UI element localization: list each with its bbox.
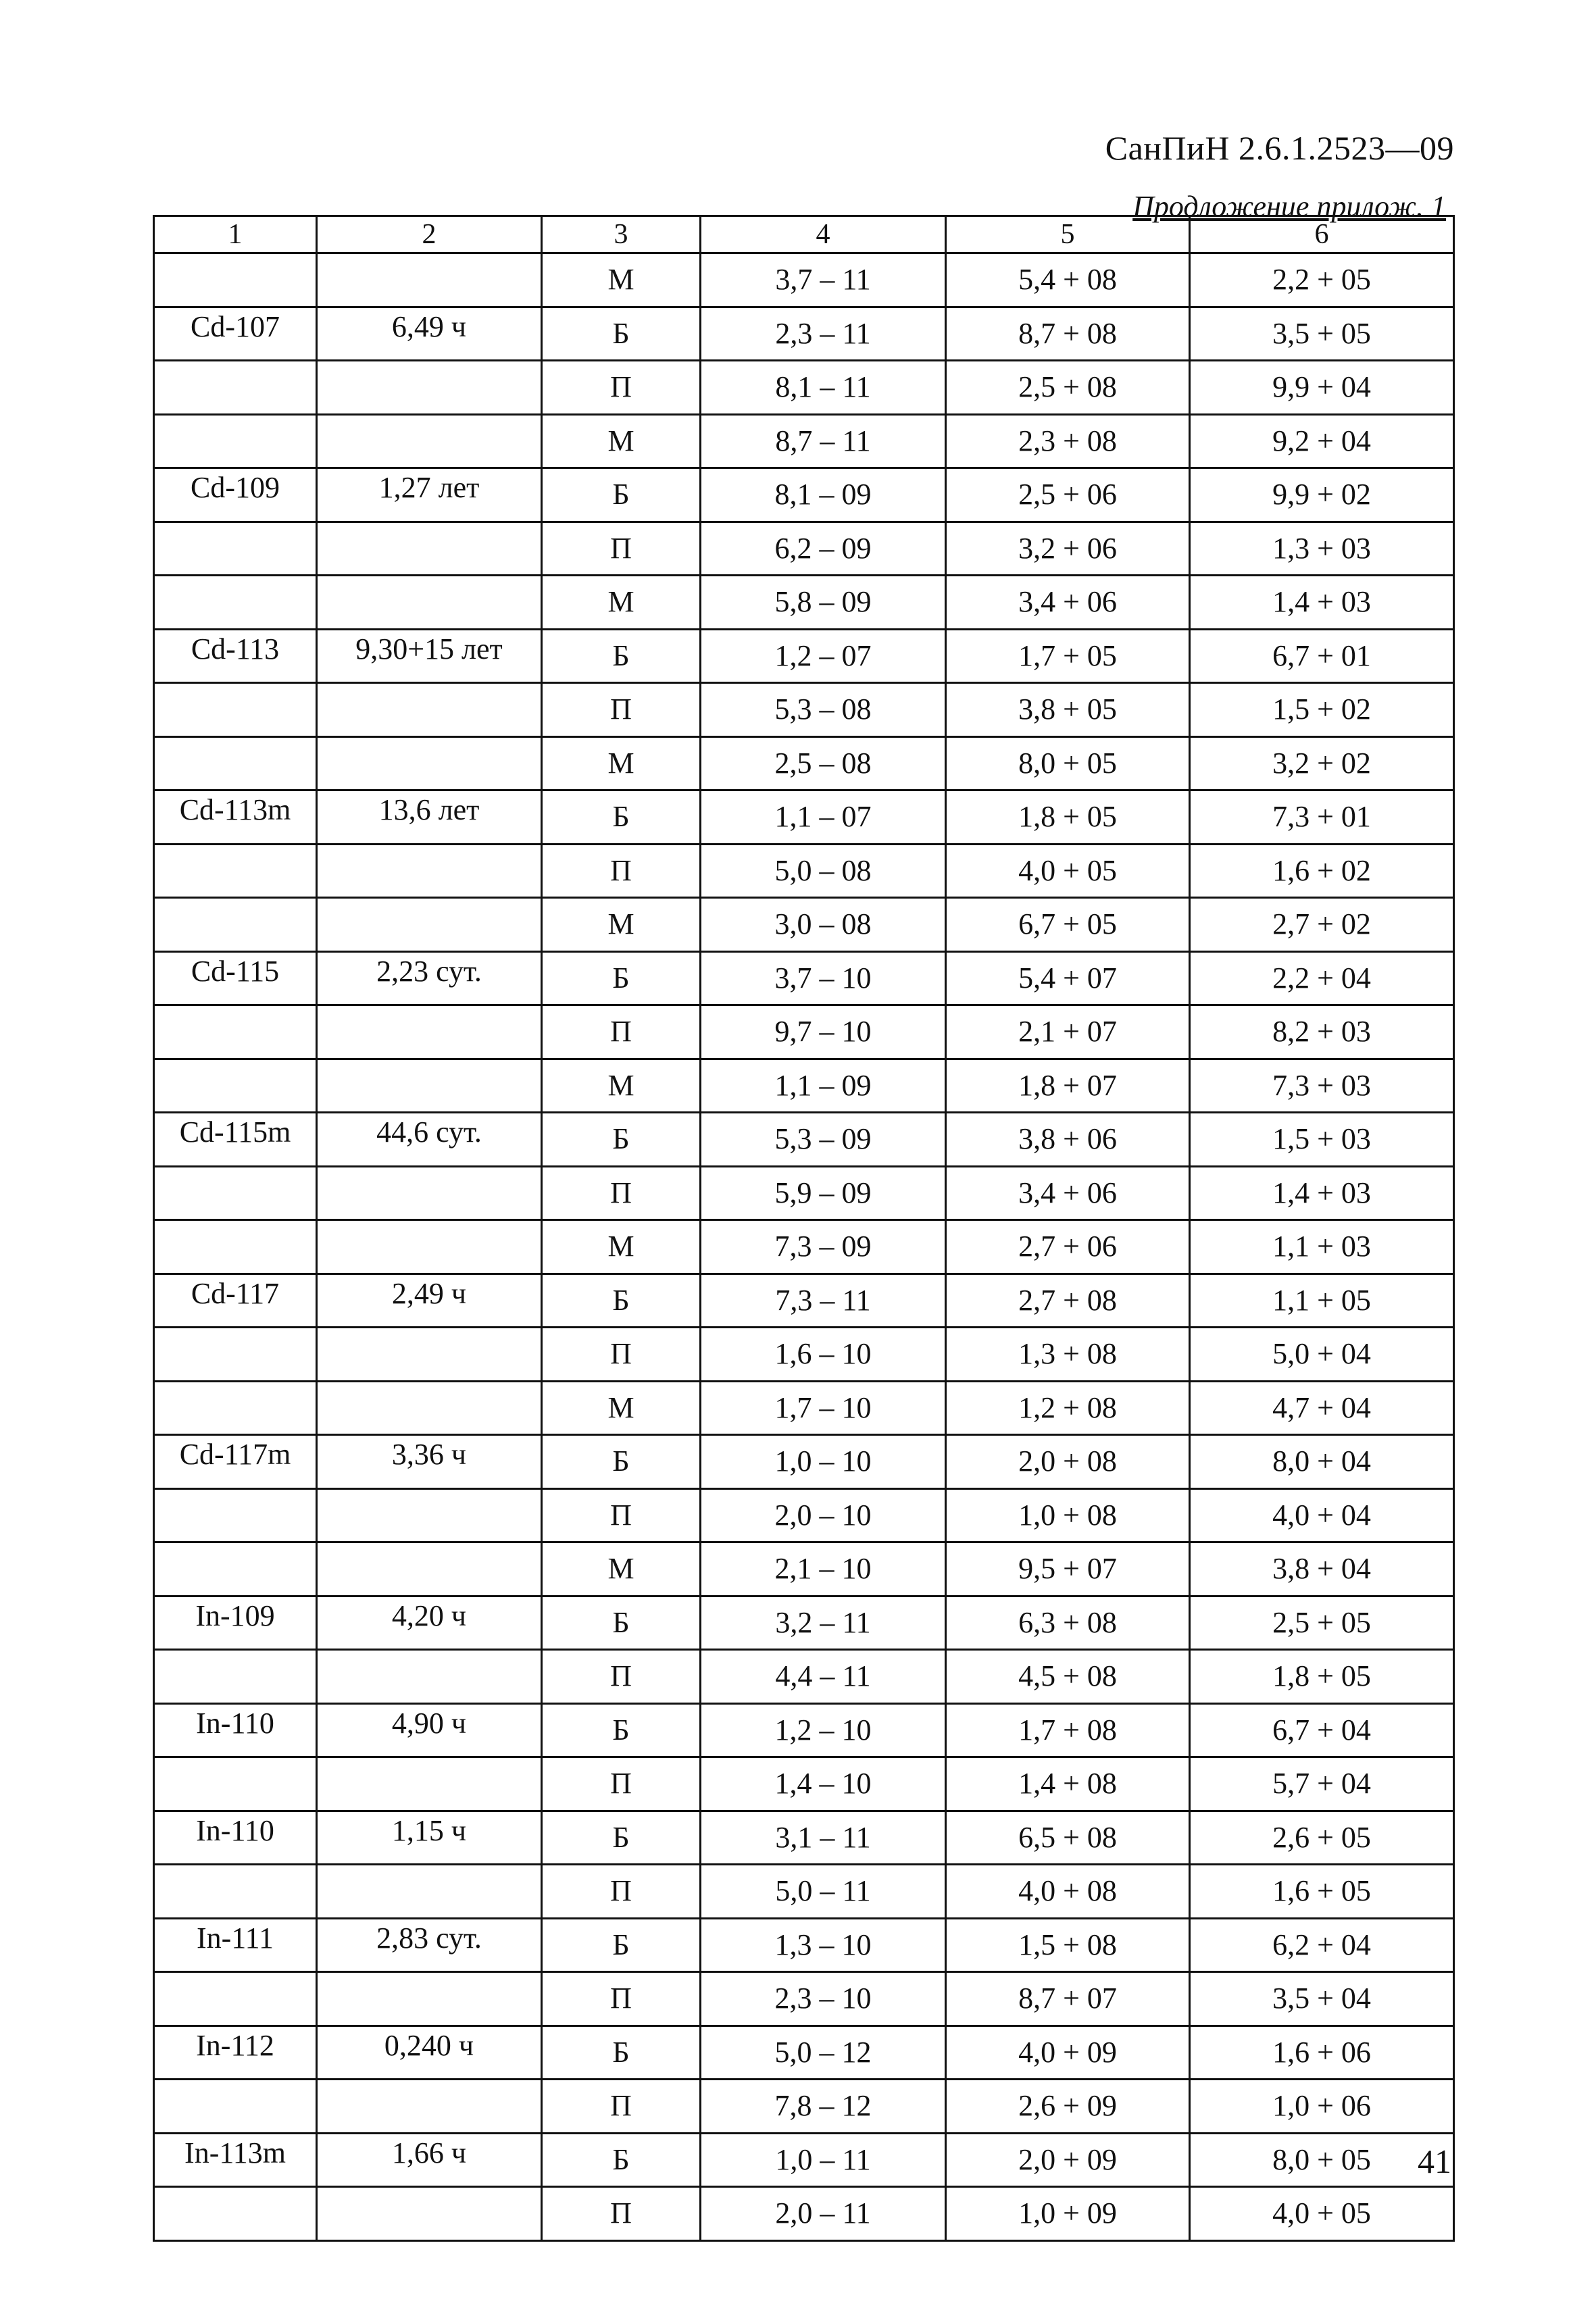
half-life-cell <box>317 253 542 307</box>
table-row <box>154 1811 1454 1865</box>
half-life-cell: 2,23 сут. <box>317 951 542 1005</box>
value-cell-6: 7,3 + 01 <box>1190 790 1454 845</box>
half-life-cell <box>317 736 542 790</box>
half-life-cell: 4,90 ч <box>317 1703 542 1757</box>
class-cell: Б <box>542 2026 701 2080</box>
value-cell-6: 1,6 + 02 <box>1190 844 1454 898</box>
nuclide-cell <box>154 683 317 737</box>
table-row <box>154 1757 1454 1811</box>
value-cell-6: 6,7 + 01 <box>1190 629 1454 683</box>
value-cell-6: 1,6 + 05 <box>1190 1865 1454 1919</box>
half-life-cell: 2,83 сут. <box>317 1918 542 1972</box>
class-cell: П <box>542 522 701 576</box>
nuclide-cell <box>154 1865 317 1919</box>
value-cell-5: 4,0 + 08 <box>946 1865 1190 1919</box>
value-cell-5: 1,7 + 08 <box>946 1703 1190 1757</box>
value-cell-4: 5,9 – 09 <box>701 1166 946 1220</box>
value-cell-5: 1,2 + 08 <box>946 1381 1190 1435</box>
value-cell-4: 8,1 – 09 <box>701 468 946 522</box>
half-life-cell: 9,30+15 лет <box>317 629 542 683</box>
value-cell-5: 2,5 + 08 <box>946 361 1190 415</box>
value-cell-6: 3,5 + 04 <box>1190 1972 1454 2026</box>
table-row <box>154 898 1454 952</box>
table-row <box>154 951 1454 1005</box>
nuclide-cell: In-113m <box>154 2133 317 2187</box>
class-cell: М <box>542 1220 701 1274</box>
value-cell-5: 2,5 + 06 <box>946 468 1190 522</box>
value-cell-4: 3,7 – 10 <box>701 951 946 1005</box>
nuclide-cell: Cd-117m <box>154 1435 317 1489</box>
class-cell: Б <box>542 1703 701 1757</box>
class-cell: Б <box>542 2133 701 2187</box>
half-life-cell <box>317 1328 542 1382</box>
value-cell-4: 6,2 – 09 <box>701 522 946 576</box>
class-cell: Б <box>542 1274 701 1328</box>
half-life-cell: 13,6 лет <box>317 790 542 845</box>
value-cell-5: 5,4 + 07 <box>946 951 1190 1005</box>
value-cell-4: 9,7 – 10 <box>701 1005 946 1059</box>
nuclide-cell <box>154 1650 317 1704</box>
table-row <box>154 1542 1454 1596</box>
table-row <box>154 1328 1454 1382</box>
value-cell-5: 1,0 + 08 <box>946 1488 1190 1542</box>
value-cell-6: 1,6 + 06 <box>1190 2026 1454 2080</box>
column-header-4: 4 <box>701 216 946 253</box>
half-life-cell: 1,27 лет <box>317 468 542 522</box>
value-cell-4: 5,3 – 09 <box>701 1113 946 1167</box>
value-cell-5: 4,0 + 09 <box>946 2026 1190 2080</box>
table-row <box>154 629 1454 683</box>
class-cell: Б <box>542 1811 701 1865</box>
value-cell-6: 2,5 + 05 <box>1190 1596 1454 1650</box>
column-header-5: 5 <box>946 216 1190 253</box>
table-header-row <box>154 216 1454 253</box>
table-row <box>154 253 1454 307</box>
half-life-cell <box>317 1166 542 1220</box>
half-life-cell <box>317 1972 542 2026</box>
value-cell-6: 2,6 + 05 <box>1190 1811 1454 1865</box>
table-row <box>154 736 1454 790</box>
class-cell: Б <box>542 468 701 522</box>
half-life-cell <box>317 1650 542 1704</box>
half-life-cell <box>317 2080 542 2134</box>
value-cell-6: 7,3 + 03 <box>1190 1059 1454 1113</box>
page-number: 41 <box>1418 2142 1451 2180</box>
half-life-cell <box>317 414 542 468</box>
class-cell: П <box>542 1488 701 1542</box>
value-cell-6: 3,5 + 05 <box>1190 307 1454 361</box>
class-cell: П <box>542 1865 701 1919</box>
table-row <box>154 2080 1454 2134</box>
value-cell-5: 4,0 + 05 <box>946 844 1190 898</box>
value-cell-5: 8,7 + 07 <box>946 1972 1190 2026</box>
half-life-cell <box>317 1488 542 1542</box>
nuclide-cell: Cd-115m <box>154 1113 317 1167</box>
value-cell-4: 5,3 – 08 <box>701 683 946 737</box>
half-life-cell <box>317 361 542 415</box>
value-cell-6: 5,7 + 04 <box>1190 1757 1454 1811</box>
table-row <box>154 1488 1454 1542</box>
value-cell-4: 1,0 – 10 <box>701 1435 946 1489</box>
class-cell: П <box>542 1757 701 1811</box>
nuclide-cell <box>154 2187 317 2241</box>
value-cell-6: 8,0 + 04 <box>1190 1435 1454 1489</box>
nuclide-cell <box>154 1757 317 1811</box>
nuclide-cell <box>154 736 317 790</box>
continuation-label: Продложение прилож. 1 <box>1132 190 1446 223</box>
class-cell: П <box>542 2080 701 2134</box>
value-cell-4: 2,1 – 10 <box>701 1542 946 1596</box>
nuclide-cell: Cd-115 <box>154 951 317 1005</box>
class-cell: Б <box>542 790 701 845</box>
nuclide-cell <box>154 1220 317 1274</box>
table-row <box>154 1650 1454 1704</box>
value-cell-6: 8,0 + 05 <box>1190 2133 1454 2187</box>
value-cell-5: 2,3 + 08 <box>946 414 1190 468</box>
value-cell-5: 3,2 + 06 <box>946 522 1190 576</box>
nuclide-cell: Cd-109 <box>154 468 317 522</box>
table-row <box>154 1865 1454 1919</box>
value-cell-4: 5,8 – 09 <box>701 576 946 630</box>
class-cell: П <box>542 1328 701 1382</box>
nuclide-cell <box>154 1005 317 1059</box>
value-cell-6: 3,2 + 02 <box>1190 736 1454 790</box>
class-cell: Б <box>542 951 701 1005</box>
half-life-cell: 2,49 ч <box>317 1274 542 1328</box>
value-cell-6: 1,8 + 05 <box>1190 1650 1454 1704</box>
class-cell: П <box>542 1005 701 1059</box>
class-cell: П <box>542 1650 701 1704</box>
table-row <box>154 468 1454 522</box>
table-row <box>154 1274 1454 1328</box>
nuclide-cell <box>154 361 317 415</box>
half-life-cell: 44,6 сут. <box>317 1113 542 1167</box>
table-row <box>154 1113 1454 1167</box>
nuclide-cell: Cd-113m <box>154 790 317 845</box>
class-cell: М <box>542 414 701 468</box>
half-life-cell <box>317 844 542 898</box>
value-cell-5: 4,5 + 08 <box>946 1650 1190 1704</box>
column-header-2: 2 <box>317 216 542 253</box>
table-row <box>154 576 1454 630</box>
class-cell: М <box>542 898 701 952</box>
table-row <box>154 522 1454 576</box>
column-header-1: 1 <box>154 216 317 253</box>
table-row <box>154 1972 1454 2026</box>
half-life-cell: 1,15 ч <box>317 1811 542 1865</box>
class-cell: Б <box>542 1918 701 1972</box>
value-cell-4: 3,7 – 11 <box>701 253 946 307</box>
value-cell-4: 2,3 – 11 <box>701 307 946 361</box>
half-life-cell: 6,49 ч <box>317 307 542 361</box>
value-cell-6: 9,2 + 04 <box>1190 414 1454 468</box>
value-cell-6: 4,7 + 04 <box>1190 1381 1454 1435</box>
class-cell: Б <box>542 307 701 361</box>
half-life-cell: 0,240 ч <box>317 2026 542 2080</box>
nuclide-cell: In-112 <box>154 2026 317 2080</box>
nuclide-cell <box>154 1328 317 1382</box>
value-cell-5: 8,7 + 08 <box>946 307 1190 361</box>
value-cell-4: 7,3 – 09 <box>701 1220 946 1274</box>
class-cell: М <box>542 1381 701 1435</box>
table-row <box>154 2133 1454 2187</box>
value-cell-5: 3,8 + 06 <box>946 1113 1190 1167</box>
value-cell-6: 6,2 + 04 <box>1190 1918 1454 1972</box>
half-life-cell <box>317 1542 542 1596</box>
class-cell: Б <box>542 1113 701 1167</box>
class-cell: Б <box>542 1435 701 1489</box>
class-cell: М <box>542 253 701 307</box>
table-row <box>154 1918 1454 1972</box>
nuclide-cell <box>154 1488 317 1542</box>
table-row <box>154 1381 1454 1435</box>
class-cell: П <box>542 1166 701 1220</box>
table-row <box>154 1435 1454 1489</box>
value-cell-6: 3,8 + 04 <box>1190 1542 1454 1596</box>
nuclide-cell <box>154 2080 317 2134</box>
nuclide-table <box>153 215 1455 2242</box>
table-body <box>154 253 1454 2241</box>
value-cell-5: 9,5 + 07 <box>946 1542 1190 1596</box>
table-row <box>154 1703 1454 1757</box>
value-cell-5: 1,0 + 09 <box>946 2187 1190 2241</box>
value-cell-4: 2,3 – 10 <box>701 1972 946 2026</box>
nuclide-cell <box>154 576 317 630</box>
class-cell: Б <box>542 1596 701 1650</box>
value-cell-4: 3,0 – 08 <box>701 898 946 952</box>
table-row <box>154 307 1454 361</box>
nuclide-cell <box>154 414 317 468</box>
value-cell-4: 1,1 – 09 <box>701 1059 946 1113</box>
nuclide-cell: In-110 <box>154 1811 317 1865</box>
nuclide-cell: In-111 <box>154 1918 317 1972</box>
half-life-cell: 1,66 ч <box>317 2133 542 2187</box>
nuclide-cell: In-109 <box>154 1596 317 1650</box>
value-cell-6: 1,1 + 05 <box>1190 1274 1454 1328</box>
value-cell-6: 4,0 + 05 <box>1190 2187 1454 2241</box>
column-header-3: 3 <box>542 216 701 253</box>
nuclide-cell <box>154 1542 317 1596</box>
column-header-6: 6 <box>1190 216 1454 253</box>
table-row <box>154 1005 1454 1059</box>
class-cell: Б <box>542 629 701 683</box>
value-cell-5: 1,5 + 08 <box>946 1918 1190 1972</box>
value-cell-4: 1,2 – 07 <box>701 629 946 683</box>
value-cell-6: 1,4 + 03 <box>1190 1166 1454 1220</box>
value-cell-5: 6,5 + 08 <box>946 1811 1190 1865</box>
class-cell: П <box>542 1972 701 2026</box>
value-cell-5: 2,7 + 06 <box>946 1220 1190 1274</box>
value-cell-5: 3,4 + 06 <box>946 576 1190 630</box>
value-cell-4: 7,3 – 11 <box>701 1274 946 1328</box>
value-cell-6: 8,2 + 03 <box>1190 1005 1454 1059</box>
half-life-cell: 3,36 ч <box>317 1435 542 1489</box>
value-cell-4: 8,1 – 11 <box>701 361 946 415</box>
nuclide-cell <box>154 1166 317 1220</box>
half-life-cell <box>317 1059 542 1113</box>
half-life-cell <box>317 898 542 952</box>
value-cell-6: 4,0 + 04 <box>1190 1488 1454 1542</box>
class-cell: П <box>542 844 701 898</box>
table-row <box>154 414 1454 468</box>
value-cell-4: 4,4 – 11 <box>701 1650 946 1704</box>
value-cell-4: 2,5 – 08 <box>701 736 946 790</box>
table-row <box>154 1166 1454 1220</box>
value-cell-4: 3,1 – 11 <box>701 1811 946 1865</box>
value-cell-5: 1,8 + 05 <box>946 790 1190 845</box>
value-cell-6: 1,4 + 03 <box>1190 576 1454 630</box>
value-cell-5: 1,8 + 07 <box>946 1059 1190 1113</box>
value-cell-4: 1,6 – 10 <box>701 1328 946 1382</box>
nuclide-cell <box>154 1972 317 2026</box>
value-cell-6: 2,7 + 02 <box>1190 898 1454 952</box>
value-cell-4: 1,7 – 10 <box>701 1381 946 1435</box>
value-cell-4: 1,0 – 11 <box>701 2133 946 2187</box>
nuclide-cell <box>154 522 317 576</box>
value-cell-6: 2,2 + 05 <box>1190 253 1454 307</box>
value-cell-4: 3,2 – 11 <box>701 1596 946 1650</box>
table-row <box>154 683 1454 737</box>
value-cell-6: 6,7 + 04 <box>1190 1703 1454 1757</box>
half-life-cell <box>317 1865 542 1919</box>
nuclide-cell: Cd-113 <box>154 629 317 683</box>
nuclide-cell: Cd-117 <box>154 1274 317 1328</box>
value-cell-5: 3,8 + 05 <box>946 683 1190 737</box>
nuclide-cell <box>154 253 317 307</box>
class-cell: М <box>542 1542 701 1596</box>
nuclide-cell: In-110 <box>154 1703 317 1757</box>
value-cell-4: 2,0 – 10 <box>701 1488 946 1542</box>
value-cell-5: 6,3 + 08 <box>946 1596 1190 1650</box>
nuclide-cell <box>154 844 317 898</box>
half-life-cell <box>317 576 542 630</box>
half-life-cell <box>317 522 542 576</box>
half-life-cell <box>317 1757 542 1811</box>
value-cell-5: 2,0 + 09 <box>946 2133 1190 2187</box>
value-cell-5: 2,1 + 07 <box>946 1005 1190 1059</box>
value-cell-6: 9,9 + 04 <box>1190 361 1454 415</box>
value-cell-5: 2,7 + 08 <box>946 1274 1190 1328</box>
value-cell-6: 9,9 + 02 <box>1190 468 1454 522</box>
value-cell-6: 1,3 + 03 <box>1190 522 1454 576</box>
value-cell-6: 1,0 + 06 <box>1190 2080 1454 2134</box>
half-life-cell <box>317 1220 542 1274</box>
half-life-cell <box>317 1005 542 1059</box>
half-life-cell <box>317 2187 542 2241</box>
nuclide-cell: Cd-107 <box>154 307 317 361</box>
document-code: СанПиН 2.6.1.2523—09 <box>1105 129 1454 167</box>
value-cell-6: 1,5 + 02 <box>1190 683 1454 737</box>
class-cell: П <box>542 2187 701 2241</box>
value-cell-4: 1,2 – 10 <box>701 1703 946 1757</box>
table-row <box>154 1220 1454 1274</box>
value-cell-5: 2,0 + 08 <box>946 1435 1190 1489</box>
half-life-cell: 4,20 ч <box>317 1596 542 1650</box>
value-cell-5: 6,7 + 05 <box>946 898 1190 952</box>
value-cell-5: 1,7 + 05 <box>946 629 1190 683</box>
class-cell: М <box>542 576 701 630</box>
value-cell-5: 1,3 + 08 <box>946 1328 1190 1382</box>
value-cell-5: 2,6 + 09 <box>946 2080 1190 2134</box>
value-cell-4: 1,4 – 10 <box>701 1757 946 1811</box>
value-cell-5: 3,4 + 06 <box>946 1166 1190 1220</box>
table-row <box>154 844 1454 898</box>
value-cell-4: 1,3 – 10 <box>701 1918 946 1972</box>
table-row <box>154 790 1454 845</box>
value-cell-4: 2,0 – 11 <box>701 2187 946 2241</box>
class-cell: М <box>542 1059 701 1113</box>
value-cell-6: 1,1 + 03 <box>1190 1220 1454 1274</box>
class-cell: П <box>542 683 701 737</box>
class-cell: П <box>542 361 701 415</box>
table-row <box>154 2026 1454 2080</box>
nuclide-cell <box>154 898 317 952</box>
value-cell-6: 2,2 + 04 <box>1190 951 1454 1005</box>
table-row <box>154 1059 1454 1113</box>
value-cell-4: 5,0 – 11 <box>701 1865 946 1919</box>
value-cell-6: 5,0 + 04 <box>1190 1328 1454 1382</box>
value-cell-6: 1,5 + 03 <box>1190 1113 1454 1167</box>
value-cell-5: 8,0 + 05 <box>946 736 1190 790</box>
class-cell: М <box>542 736 701 790</box>
value-cell-4: 5,0 – 08 <box>701 844 946 898</box>
value-cell-5: 1,4 + 08 <box>946 1757 1190 1811</box>
table-row <box>154 2187 1454 2241</box>
half-life-cell <box>317 683 542 737</box>
table-row <box>154 1596 1454 1650</box>
value-cell-4: 1,1 – 07 <box>701 790 946 845</box>
value-cell-4: 5,0 – 12 <box>701 2026 946 2080</box>
nuclide-cell <box>154 1059 317 1113</box>
nuclide-cell <box>154 1381 317 1435</box>
value-cell-5: 5,4 + 08 <box>946 253 1190 307</box>
value-cell-4: 8,7 – 11 <box>701 414 946 468</box>
table-row <box>154 361 1454 415</box>
half-life-cell <box>317 1381 542 1435</box>
value-cell-4: 7,8 – 12 <box>701 2080 946 2134</box>
